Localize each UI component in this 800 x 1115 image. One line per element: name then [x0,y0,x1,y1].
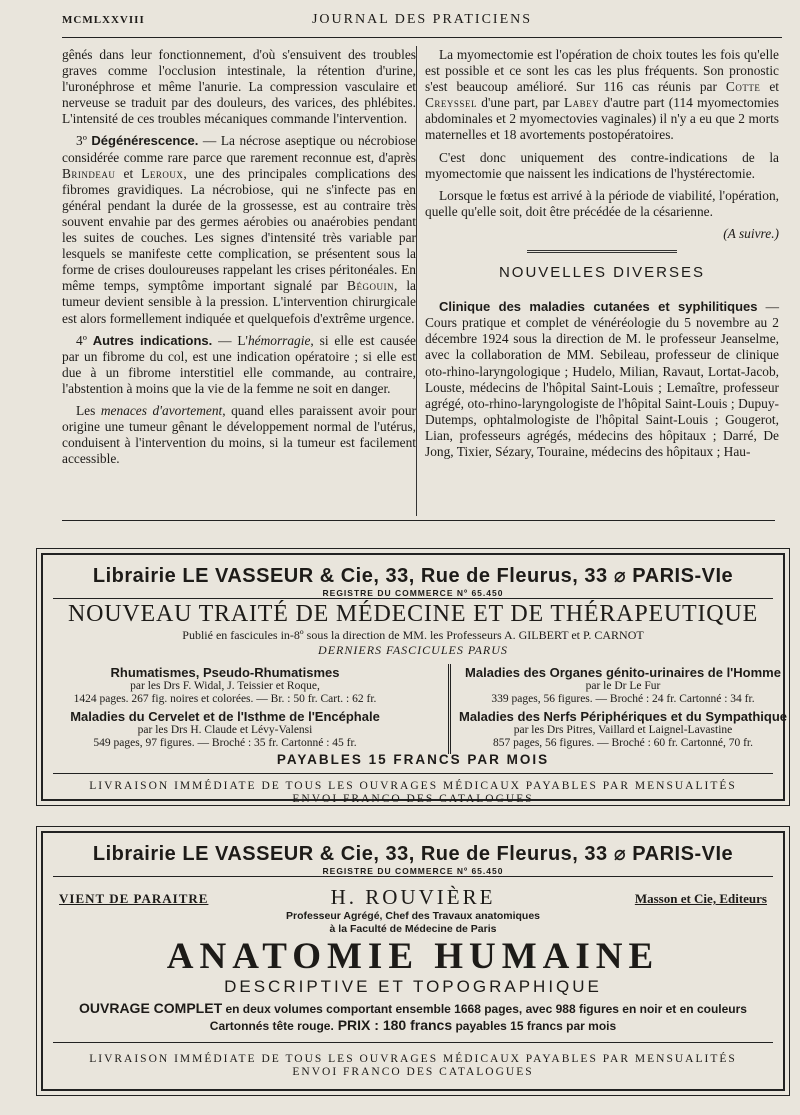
catalogue-note: ENVOI FRANCO DES CATALOGUES [292,793,534,805]
section-rule [527,250,677,253]
books-separator [448,664,451,754]
divider [53,1042,773,1043]
book-price: Cartonnés tête rouge. PRIX : 180 francs payables 15 francs par mois [209,1017,617,1033]
registre: REGISTRE DU COMMERCE Nº 65.450 [322,588,504,598]
news-heading: Clinique des maladies cutanées et syphilitiques [439,299,758,315]
issue-date: MCMLXXVIII [62,14,145,26]
book-series-title: NOUVEAU TRAITÉ DE MÉDECINE ET DE THÉRAPEUTIQUE [67,601,759,627]
divider [53,876,773,877]
section-degenerescence: 3º Dégénérescence. — La nécrose aseptique ou nécrobiose considérée comme rare parce que rarement reconnue est, d'après Brindeau et Leroux, une des principales complications des fibromes gravidiques. La nécrobiose, qui ne s'infecte pas en général pendant la durée de la grossesse, est au contraire très souvent envahie par des germes aérobies ou anaérobies pendant les suites de couches. Les signes d'intensité très variable par lesquels se manifeste cette complication, se présentent sous la forme de crises douloureuses rappelant les crises péritonéales. En même temps, symptôme important signalé par Bégouin, la tumeur devient sensible à la pression. L'intervention chirurgicale est alors formellement indiquée et quelquefois d'extrême urgence. [62,133,416,326]
header-rule [62,37,782,38]
paragraph: gênés dans leur fonctionnement, d'où s'ensuivent des troubles graves comme l'occlusion intestinale, la rétention d'urine, l'uronéphrose et même l'anurie. La compression vasculaire et nerveuse se traduit par des douleurs, des varices, des phlébites. L'intensité de ces troubles mécaniques commande l'intervention. [62,47,416,127]
book-description: OUVRAGE COMPLET en deux volumes comportant ensemble 1668 pages, avec 988 figures en noir et en couleurs [79,1000,747,1016]
book-entry: Rhumatismes, Pseudo-Rhumatismes par les Drs F. Widal, J. Teissier et Roque, 1424 pages. 267 fig. noires et colorées. — Br. : 50 fr. Cart. : 62 fr. [73,665,377,705]
columns-bottom-rule [62,520,775,521]
paragraph: Les menaces d'avortement, quand elles paraissent avoir pour origine une tumeur gênant le développement normal de l'utérus, conduisent à l'intervention du moins, si la tumeur est facilement accessible. [62,402,416,467]
new-release-label: VIENT DE PARAITRE [59,891,209,906]
news-item: Clinique des maladies cutanées et syphilitiques — Cours pratique et complet de vénéréologie du 5 novembre au 2 décembre 1924 sous la direction de M. le professeur Jeanselme, avec la collaboration de MM. Sebileau, professeur de clinique oto-rhino-laryngologique ; Hudelo, Milian, Ravaut, Lortat-Jacob, Louste, médecins de l'hôpital Saint-Louis ; Lemaître, professeur agrégé, oto-rhino-laryngologiste de l'hôpital Saint-Louis ; Dupuy-Dutemps, ophtalmologiste de l'hôpital Saint-Louis ; Gougerot, Lian, professeurs agrégés, médecins des hôpitaux ; Darré, De Jong, Tixier, Sézary, Touraine, médecins des hôpitaux ; Hau- [425,299,779,459]
book-list [43,662,787,752]
journal-title: JOURNAL DES PRATICIENS [311,12,533,27]
book-title: ANATOMIE HUMAINE [166,936,660,977]
divider [53,598,773,599]
book-subtitle: DESCRIPTIVE ET TOPOGRAPHIQUE [224,977,602,996]
registre: REGISTRE DU COMMERCE Nº 65.450 [322,866,504,876]
author-name: H. ROUVIÈRE [330,885,496,909]
publisher-heading: Librairie LE VASSEUR & Cie, 33, Rue de Fleurus, 33 ⌀ PARIS-VIe [92,565,734,587]
delivery-note: LIVRAISON IMMÉDIATE DE TOUS LES OUVRAGES MÉDICAUX PAYABLES PAR MENSUALITÉS [89,780,737,792]
catalogue-note: ENVOI FRANCO DES CATALOGUES [292,1066,534,1078]
paragraph: La myomectomie est l'opération de choix toutes les fois qu'elle est possible et ce sont les cas les plus fréquents. Son pronostic s'est beaucoup amélioré. Sur 116 cas réunis par Cotte et Creyssel d'une part, par Labey d'autre part (114 myomectomies abdominales et 2 myomectovies vaginales) il n'y a eu que 2 morts maternelles et 18 avortements postopératoires. [425,47,779,143]
paragraph: C'est donc uniquement des contre-indications de la myomectomie que naissent les indications de l'hystérectomie. [425,149,779,181]
payment-terms: PAYABLES 15 FRANCS PAR MOIS [276,752,550,767]
book-entry: Maladies du Cervelet et de l'Isthme de l'Encéphale par les Drs H. Claude et Lévy-Valensi 549 pages, 97 figures. — Broché : 35 fr. Cartonné : 45 fr. [70,709,380,749]
delivery-note: LIVRAISON IMMÉDIATE DE TOUS LES OUVRAGES MÉDICAUX PAYABLES PAR MENSUALITÉS [89,1053,737,1065]
publisher-heading: Librairie LE VASSEUR & Cie, 33, Rue de Fleurus, 33 ⌀ PARIS-VIe [92,843,734,865]
advertisement-anatomie-humaine [36,826,790,1096]
book-entry: Maladies des Nerfs Périphériques et du Sympathique par les Drs Pitres, Vaillard et Laignel-Lavastine 857 pages, 56 figures. — Broché : 60 fr. Cartonné, 70 fr. [459,709,787,749]
section-heading: Dégénérescence. [91,133,199,149]
page-header [62,10,782,36]
news-title: NOUVELLES DIVERSES [498,264,706,282]
book-entry: Maladies des Organes génito-urinaires de l'Homme par le Dr Le Fur 339 pages, 56 figures. — Broché : 24 fr. Cartonné : 34 fr. [465,665,781,705]
editor-label: Masson et Cie, Editeurs [634,891,767,906]
column-divider [416,46,417,516]
latest-issues-label: DERNIERS FASCICULES PARUS [318,643,508,657]
divider [53,773,773,774]
advertisement-traite-medecine [36,548,790,806]
section-heading: Autres indications. [92,332,213,348]
left-column [62,47,416,473]
author-affiliation: à la Faculté de Médecine de Paris [329,922,497,935]
section-autres-indications: 4º Autres indications. — L'hémorragie, si elle est causée par un fibrome du col, est une indication opératoire ; si elle est due à un fibrome interstitiel elle commande, au contraire, l'abstention à moins que la vie de la femme ne soit en danger. [62,332,416,396]
paragraph: Lorsque le fœtus est arrivé à la période de viabilité, l'opération, quelle qu'elle soit, doit être précédée de la césarienne. [425,187,779,219]
to-be-continued: (A suivre.) [723,225,779,241]
right-column [425,47,779,466]
author-title: Professeur Agrégé, Chef des Travaux anatomiques [285,910,541,922]
published-note: Publié en fascicules in-8º sous la direction de MM. les Professeurs A. GILBERT et P. CARNOT [182,628,644,642]
